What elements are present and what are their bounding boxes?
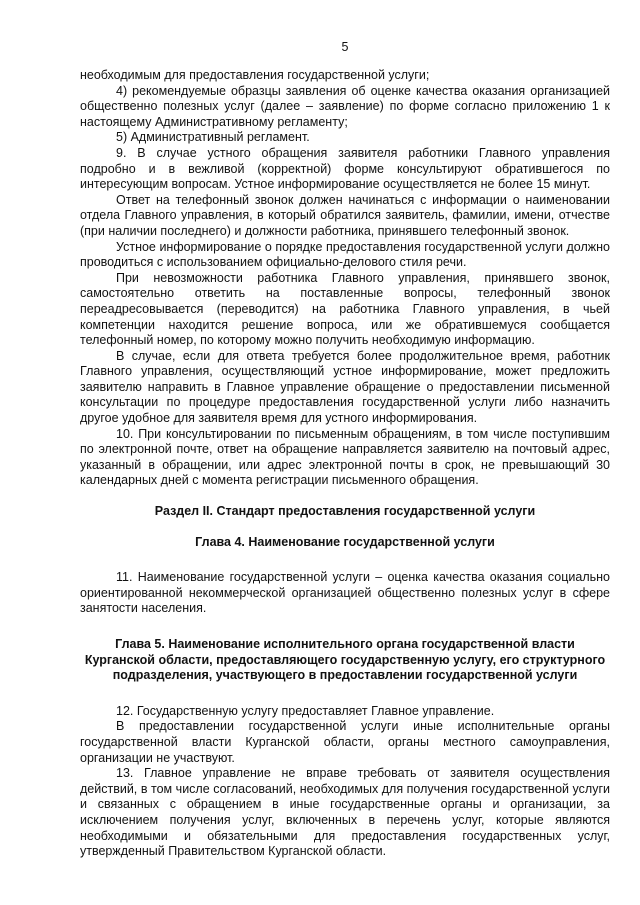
paragraph-continuation: необходимым для предоставления государственной услуги;	[80, 68, 430, 82]
chapter-heading-4: Глава 4. Наименование государственной услуги	[195, 534, 495, 549]
page-number: 5	[341, 40, 349, 54]
paragraph-call-redirect: При невозможности работника Главного управления, принявшего звонок, самостоятельно ответить на поставленные вопросы, телефонный звонок переадресовывается (переводится) на работника Главного управления, в чьей компетенции находится решение вопроса, или же обратившемуся сообщается телефонный номер, по которому можно получить необходимую информацию.	[80, 270, 610, 348]
paragraph-clause-9: 9. В случае устного обращения заявителя работники Главного управления подробно и в вежливой (корректной) форме консультируют обратившегося по интересующим вопросам. Устное информирование осуществляется не более 15 минут.	[80, 145, 610, 192]
paragraph-written-consultation: В случае, если для ответа требуется более продолжительное время, работник Главного управления, осуществляющий устное информирование, может предложить заявителю направить в Главное управление обращение о предоставлении письменной консультации по процедуре предоставления государственной услуги либо назначить другое удобное для заявителя время для устного информирования.	[80, 348, 610, 426]
paragraph-clause-10: 10. При консультировании по письменным обращениям, в том числе поступившим по электронной почте, ответ на обращение направляется заявителю на почтовый адрес, указанный в обращении, или адрес электронной почты в срок, не превышающий 30 календарных дней с момента регистрации письменного обращения.	[80, 426, 610, 488]
paragraph-phone-answer: Ответ на телефонный звонок должен начинаться с информации о наименовании отдела Главного управления, в который обратился заявитель, фамилии, имени, отчестве (при наличии последнего) и должности работника, принявшего телефонный звонок.	[80, 192, 610, 238]
paragraph-clause-13: 13. Главное управление не вправе требовать от заявителя осуществления действий, в том числе согласований, необходимых для получения государственной услуги и связанных с обращением в иные государственные органы и организации, за исключением получения услуг, включенных в перечень услуг, которые являются необходимыми и обязательными для предоставления государственных услуг, утвержденный Правительством Курганской области.	[80, 766, 610, 859]
paragraph-oral-style: Устное информирование о порядке предоставления государственной услуги должно проводиться с использованием официально-делового стиля речи.	[80, 239, 610, 270]
chapter-heading-5: Глава 5. Наименование исполнительного органа государственной власти Курганской области, предоставляющего государственную услугу, его структурного подразделения, участвующего в предоставлении государственной услуги	[84, 637, 606, 683]
paragraph-clause-11: 11. Наименование государственной услуги – оценка качества оказания социально ориентированной некоммерческой организацией общественно полезных услуг в сфере занятости населения.	[80, 570, 610, 616]
paragraph-other-bodies: В предоставлении государственной услуги иные исполнительные органы государственной власти Курганской области, органы местного самоуправления, организации не участвуют.	[80, 719, 610, 765]
paragraph-item-5: 5) Административный регламент.	[116, 130, 310, 145]
section-heading-2: Раздел II. Стандарт предоставления государственной услуги	[154, 504, 536, 519]
document-page	[80, 40, 610, 900]
paragraph-item-4: 4) рекомендуемые образцы заявления об оценке качества оказания организацией общественно полезных услуг (далее – заявление) по форме согласно приложению 1 к настоящему Административному регламенту;	[80, 83, 610, 129]
paragraph-clause-12: 12. Государственную услугу предоставляет Главное управление.	[116, 703, 495, 718]
